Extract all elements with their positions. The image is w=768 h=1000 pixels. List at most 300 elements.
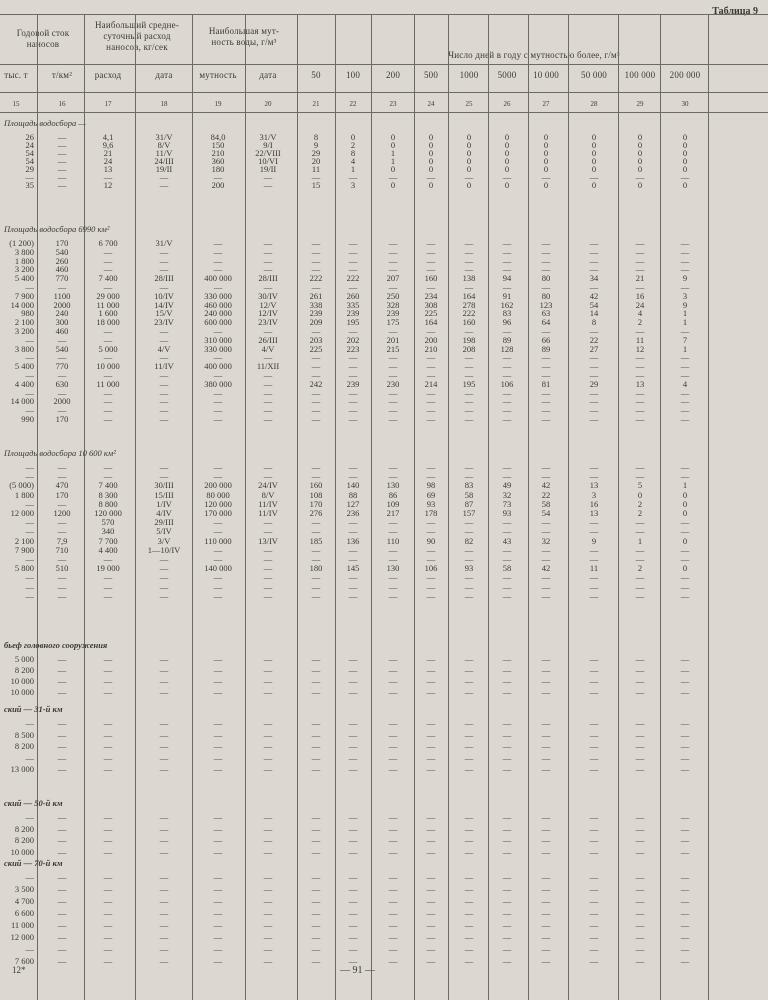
table-cell: 335 (346, 299, 360, 310)
table-cell: 8/V (157, 140, 171, 150)
table-row (0, 687, 768, 697)
table-cell: — (311, 572, 321, 583)
table-cell: — (680, 590, 690, 601)
table-cell: — (589, 823, 599, 834)
table-cell: — (57, 387, 67, 398)
table-cell: 49 (502, 480, 512, 491)
table-cell: — (57, 572, 67, 583)
table-cell: 93 (502, 508, 512, 518)
table-cell: — (541, 387, 551, 398)
table-cell: — (57, 462, 67, 472)
table-cell: — (388, 920, 398, 930)
subheader-cell: дата (259, 70, 277, 80)
table-cell: 242 (309, 378, 323, 389)
table-cell: — (159, 326, 169, 336)
table-cell: 7 700 (98, 535, 118, 546)
table-cell: — (213, 908, 223, 918)
table-cell: 2 100 (14, 317, 34, 328)
table-cell: — (680, 326, 690, 336)
table-cell: — (464, 572, 474, 583)
table-cell: 4,1 (102, 132, 114, 142)
table-cell: — (589, 264, 599, 275)
table-cell: 24 (25, 140, 34, 150)
table-cell: — (25, 812, 34, 822)
table-cell: — (502, 238, 512, 248)
table-cell: — (311, 956, 321, 966)
table-cell: 510 (55, 563, 69, 574)
table-cell: — (311, 526, 321, 537)
table-cell: — (502, 264, 512, 275)
table-cell: 1 (682, 308, 688, 319)
table-cell: — (213, 665, 223, 675)
table-cell: — (25, 387, 34, 398)
table-cell: — (263, 908, 273, 918)
table-cell: — (159, 334, 169, 345)
table-cell: — (680, 396, 690, 407)
table-cell: 0 (591, 132, 597, 142)
table-cell: 0 (428, 180, 434, 190)
table-cell: — (680, 526, 690, 537)
table-cell: 3 800 (14, 246, 34, 257)
table-cell: 84,0 (210, 132, 226, 142)
table-cell: — (589, 908, 599, 918)
table-cell: 83 (464, 480, 474, 491)
table-cell: — (311, 590, 321, 601)
section-label: Площадь водосбора — (4, 118, 86, 128)
table-cell: — (680, 405, 690, 416)
table-cell: 4/V (157, 343, 171, 354)
table-cell: — (502, 676, 512, 686)
table-cell: — (311, 255, 321, 266)
table-cell: 5 000 (98, 343, 118, 354)
header-annual-flow: Годовой сток наносов (16, 28, 70, 49)
table-cell: — (103, 872, 113, 882)
table-row (0, 835, 768, 845)
table-cell: — (103, 920, 113, 930)
table-cell: 276 (309, 508, 323, 518)
table-cell: 2 (637, 563, 643, 574)
table-cell: — (311, 370, 321, 380)
table-cell: — (426, 956, 436, 966)
table-cell: 58 (541, 498, 551, 509)
table-cell: — (311, 246, 321, 257)
table-cell: — (57, 590, 67, 601)
table-cell: 32 (541, 535, 551, 546)
table-cell: — (464, 884, 474, 894)
table-cell: — (388, 326, 398, 336)
table-cell: 11/V (155, 148, 173, 158)
table-cell: 54 (541, 508, 551, 518)
table-cell: — (502, 246, 512, 257)
table-cell: — (541, 396, 551, 407)
table-cell: 1/IV (156, 498, 172, 509)
table-cell: 0 (466, 156, 472, 166)
table-cell: — (502, 654, 512, 664)
table-cell: — (213, 387, 223, 398)
table-cell: 150 (211, 140, 225, 150)
table-cell: 31/V (259, 132, 277, 142)
table-cell: 28/III (258, 273, 278, 284)
table-cell: — (680, 835, 690, 845)
table-cell: 0 (637, 180, 643, 190)
table-cell: — (159, 255, 169, 266)
table-cell: — (311, 741, 321, 751)
table-cell: — (502, 572, 512, 583)
table-cell: — (348, 544, 358, 555)
table-cell: — (159, 590, 169, 601)
table-cell: — (348, 387, 358, 398)
table-cell: — (680, 554, 690, 564)
table-cell: 10 000 (10, 687, 34, 697)
table-title: Таблица 9 (712, 6, 758, 17)
table-cell: 239 (346, 308, 360, 319)
table-cell: 470 (55, 480, 69, 491)
table-cell: 34 (589, 273, 599, 284)
table-cell: 8 200 (14, 665, 34, 675)
table-cell: — (426, 884, 436, 894)
table-cell: — (426, 741, 436, 751)
table-cell: — (464, 462, 474, 472)
table-cell: 16 (589, 498, 599, 509)
table-cell: — (25, 581, 34, 592)
header-rule (0, 64, 768, 65)
table-cell: 58 (502, 563, 512, 574)
table-cell: 201 (386, 334, 400, 345)
table-cell: — (464, 238, 474, 248)
table-cell: — (464, 590, 474, 601)
table-cell: 5 400 (14, 273, 34, 284)
table-cell: — (213, 526, 223, 537)
table-cell: 200 (211, 180, 225, 190)
table-cell: — (502, 544, 512, 555)
table-cell: — (311, 462, 321, 472)
table-cell: — (541, 414, 551, 424)
table-cell: — (263, 676, 273, 686)
table-cell: — (635, 872, 645, 882)
table-cell: — (263, 920, 273, 930)
table-cell: — (25, 752, 34, 763)
table-cell: 1 600 (98, 308, 118, 319)
subheader-cell: 100 000 (624, 70, 656, 80)
table-cell: — (680, 665, 690, 675)
table-cell: — (680, 238, 690, 248)
table-cell: 0 (504, 180, 510, 190)
table-cell: — (589, 517, 599, 528)
table-cell: — (103, 741, 113, 751)
table-cell: — (589, 872, 599, 882)
table-cell: — (541, 920, 551, 930)
table-cell: — (57, 654, 67, 664)
table-cell: — (541, 752, 551, 763)
table-cell: — (502, 835, 512, 845)
table-cell: — (464, 581, 474, 592)
table-cell: — (464, 896, 474, 906)
table-cell: — (159, 554, 169, 564)
table-cell: — (635, 264, 645, 275)
table-cell: — (426, 846, 436, 857)
table-cell: — (348, 944, 358, 954)
table-cell: — (680, 387, 690, 398)
table-cell: — (680, 718, 690, 728)
table-cell: 96 (502, 317, 512, 328)
table-cell: 42 (541, 563, 551, 574)
table-cell: — (426, 462, 436, 472)
table-cell: — (502, 352, 512, 363)
table-cell: — (589, 835, 599, 845)
table-cell: — (541, 835, 551, 845)
table-cell: 170 (309, 498, 323, 509)
table-cell: 278 (462, 299, 476, 310)
table-cell: 15/V (155, 308, 173, 319)
table-cell: 10 000 (10, 676, 34, 686)
table-cell: 460 (55, 264, 69, 275)
table-cell: 0 (390, 140, 396, 150)
table-cell: 0 (390, 132, 396, 142)
table-cell: 19/II (259, 164, 277, 174)
table-cell: — (426, 718, 436, 728)
table-cell: — (213, 884, 223, 894)
table-cell: — (159, 282, 169, 292)
table-cell: — (464, 729, 474, 740)
table-cell: 12/IV (258, 308, 278, 319)
header-rule (0, 92, 768, 93)
table-cell: — (541, 255, 551, 266)
table-cell: 400 000 (204, 273, 232, 284)
table-cell: — (426, 908, 436, 918)
table-cell: — (635, 352, 645, 363)
table-row (0, 676, 768, 686)
table-cell: — (680, 908, 690, 918)
table-cell: — (103, 896, 113, 906)
table-cell: 87 (464, 498, 474, 509)
table-cell: — (680, 361, 690, 372)
table-cell: — (502, 396, 512, 407)
table-cell: — (589, 654, 599, 664)
table-row (0, 944, 768, 954)
table-cell: — (388, 387, 398, 398)
table-cell: — (348, 932, 358, 942)
table-cell: 261 (309, 290, 323, 301)
table-cell: — (635, 835, 645, 845)
table-cell: 160 (309, 480, 323, 491)
table-cell: — (103, 387, 113, 398)
table-cell: 0 (543, 156, 549, 166)
table-cell: 12 (635, 343, 645, 354)
table-cell: — (635, 741, 645, 751)
table-cell: 145 (346, 563, 360, 574)
column-number: 19 (214, 100, 222, 108)
table-cell: — (635, 846, 645, 857)
table-cell: 54 (25, 156, 34, 166)
table-cell: 19 000 (96, 563, 120, 574)
table-cell: 12 (103, 180, 113, 190)
table-cell: — (464, 352, 474, 363)
table-row (0, 741, 768, 751)
table-cell: 1100 (53, 290, 71, 301)
table-cell: — (426, 326, 436, 336)
table-cell: 0 (637, 164, 643, 174)
table-cell: — (680, 812, 690, 822)
table-cell: — (348, 326, 358, 336)
table-cell: — (311, 654, 321, 664)
table-cell: 127 (346, 498, 360, 509)
table-cell: 5 (637, 480, 643, 491)
table-cell: 23/IV (258, 317, 278, 328)
table-cell: — (388, 687, 398, 697)
table-cell: 22 (589, 334, 599, 345)
table-cell: 308 (424, 299, 438, 310)
table-cell: — (263, 246, 273, 257)
table-cell: — (541, 729, 551, 740)
table-cell: — (426, 872, 436, 882)
table-cell: — (348, 352, 358, 363)
table-cell: 0 (543, 132, 549, 142)
table-cell: 13 (103, 164, 113, 174)
table-cell: — (388, 414, 398, 424)
table-cell: — (311, 687, 321, 697)
table-cell: — (57, 729, 67, 740)
table-cell: — (159, 718, 169, 728)
table-cell: — (348, 687, 358, 697)
table-cell: — (213, 956, 223, 966)
table-cell: — (388, 238, 398, 248)
table-cell: — (635, 544, 645, 555)
table-cell: 239 (386, 308, 400, 319)
table-cell: 13 (635, 378, 645, 389)
table-cell: — (541, 687, 551, 697)
table-cell: — (263, 665, 273, 675)
table-cell: — (311, 846, 321, 857)
table-cell: — (388, 752, 398, 763)
table-cell: — (426, 238, 436, 248)
table-cell: — (57, 687, 67, 697)
table-cell: 170 (55, 489, 69, 500)
table-cell: — (311, 896, 321, 906)
table-cell: — (541, 896, 551, 906)
table-cell: — (589, 944, 599, 954)
table-cell: 0 (591, 156, 597, 166)
table-cell: — (348, 572, 358, 583)
table-cell: — (213, 835, 223, 845)
table-cell: — (159, 370, 169, 380)
table-cell: 10/VI (258, 156, 278, 166)
section-label: ский — 31-й км (4, 704, 63, 714)
table-cell: 770 (55, 361, 69, 372)
table-cell: 11 000 (96, 299, 120, 310)
table-cell: — (103, 370, 113, 380)
table-cell: 300 (55, 317, 69, 328)
table-cell: — (213, 544, 223, 555)
table-cell: — (263, 517, 273, 528)
table-cell: 128 (500, 343, 514, 354)
table-cell: — (589, 896, 599, 906)
table-cell: — (426, 172, 436, 182)
table-cell: — (541, 361, 551, 372)
table-cell: 2000 (53, 396, 71, 407)
table-cell: — (426, 544, 436, 555)
table-cell: (1 200) (9, 238, 34, 248)
table-cell: — (159, 405, 169, 416)
table-cell: — (311, 729, 321, 740)
table-cell: 69 (426, 489, 436, 500)
table-cell: — (502, 932, 512, 942)
table-cell: — (311, 823, 321, 834)
table-cell: 26/III (258, 334, 278, 345)
subheader-cell: мутность (199, 70, 237, 80)
table-cell: 11 (635, 334, 645, 345)
table-cell: — (159, 729, 169, 740)
table-cell: — (589, 396, 599, 407)
table-cell: — (541, 590, 551, 601)
table-cell: — (57, 884, 67, 894)
table-cell: — (213, 590, 223, 601)
table-cell: 43 (502, 535, 512, 546)
table-cell: 27 (589, 343, 599, 354)
table-cell: 32 (502, 489, 512, 500)
table-cell: — (348, 471, 358, 482)
table-cell: — (502, 255, 512, 266)
table-cell: 570 (101, 517, 115, 528)
table-cell: — (502, 471, 512, 482)
table-cell: — (57, 920, 67, 930)
table-cell: — (464, 741, 474, 751)
table-cell: 1 800 (14, 489, 34, 500)
table-cell: — (159, 396, 169, 407)
table-cell: — (426, 526, 436, 537)
table-cell: — (213, 581, 223, 592)
table-cell: — (680, 654, 690, 664)
table-cell: — (57, 752, 67, 763)
table-cell: — (311, 884, 321, 894)
table-cell: 0 (428, 148, 434, 158)
table-cell: 11 000 (96, 378, 120, 389)
table-cell: — (348, 517, 358, 528)
table-cell: — (464, 255, 474, 266)
table-cell: — (426, 396, 436, 407)
table-cell: — (213, 238, 223, 248)
table-cell: — (263, 956, 273, 966)
table-cell: — (159, 264, 169, 275)
table-cell: — (263, 370, 273, 380)
table-cell: — (263, 264, 273, 275)
table-cell: — (388, 246, 398, 257)
table-cell: — (388, 396, 398, 407)
table-cell: — (680, 517, 690, 528)
table-cell: — (311, 932, 321, 942)
table-cell: — (159, 764, 169, 774)
table-cell: — (311, 396, 321, 407)
table-cell: — (541, 405, 551, 416)
table-cell: — (464, 908, 474, 918)
table-cell: — (635, 172, 645, 182)
table-cell: — (213, 572, 223, 583)
table-cell: 28/III (154, 273, 174, 284)
table-cell: 10/IV (154, 290, 174, 301)
table-cell: — (57, 148, 67, 158)
table-cell: — (589, 405, 599, 416)
table-cell: — (57, 334, 67, 345)
table-cell: — (541, 282, 551, 292)
table-cell: 0 (390, 164, 396, 174)
table-cell: 123 (539, 299, 553, 310)
table-cell: — (680, 823, 690, 834)
table-cell: — (589, 370, 599, 380)
table-cell: — (25, 872, 34, 882)
table-cell: — (502, 462, 512, 472)
table-cell: 400 000 (204, 361, 232, 372)
table-cell: — (464, 835, 474, 845)
table-cell: — (213, 920, 223, 930)
